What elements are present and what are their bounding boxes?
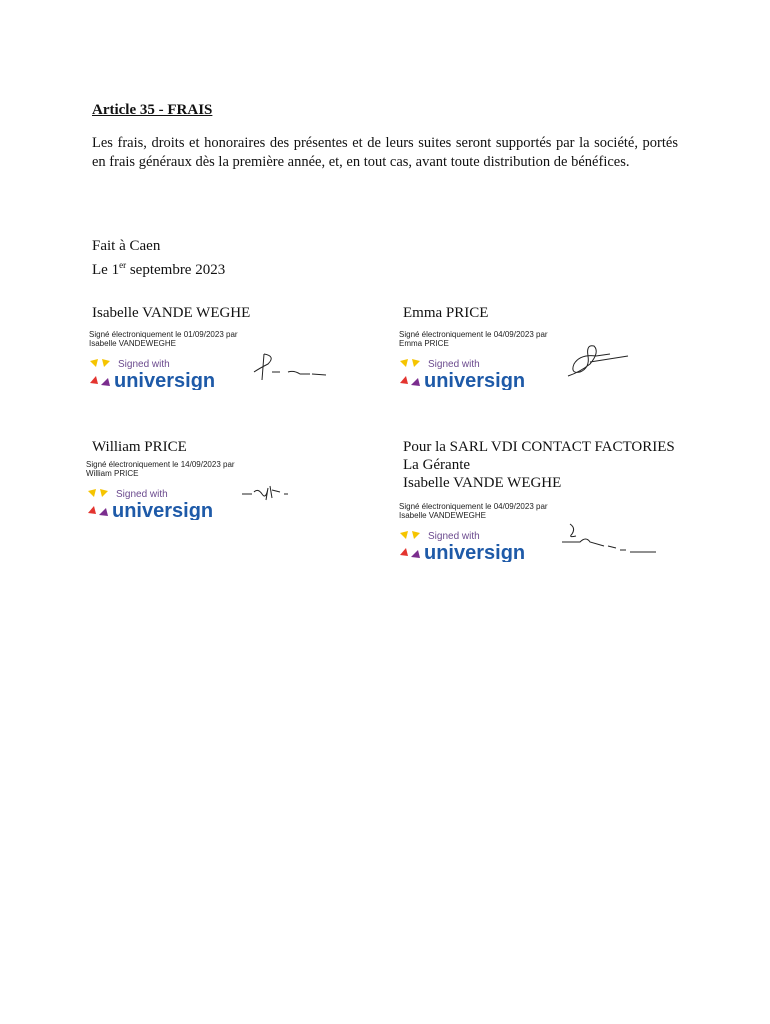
signatory-name-3: William PRICE [92, 439, 187, 455]
place-date [92, 237, 225, 280]
date-suffix: septembre 2023 [126, 262, 226, 278]
logo-brand: universign [424, 370, 526, 390]
handwritten-signature-1 [250, 350, 330, 391]
date-superscript: er [119, 260, 127, 270]
universign-logo-1 [88, 356, 228, 395]
place-line: Fait à Caen [92, 238, 161, 254]
logo-tagline: Signed with [428, 531, 480, 542]
company-role: La Gérante [403, 457, 471, 473]
esign-note-1 [89, 330, 238, 348]
logo-brand: universign [114, 370, 216, 390]
handwritten-signature-3 [238, 480, 318, 521]
esign-signer: Isabelle VANDEWEGHE [399, 511, 486, 520]
company-name: Pour la SARL VDI CONTACT FACTORIES [403, 439, 675, 455]
universign-logo-2 [398, 356, 538, 395]
signatory-name-1: Isabelle VANDE WEGHE [92, 305, 251, 321]
logo-tagline: Signed with [118, 359, 170, 370]
universign-logo-3 [86, 486, 226, 525]
company-rep-name: Isabelle VANDE WEGHE [403, 475, 562, 491]
esign-note-2 [399, 330, 548, 348]
esign-note-4 [399, 502, 548, 520]
signatory-name-2: Emma PRICE [403, 305, 489, 321]
date-prefix: Le 1 [92, 262, 120, 278]
esign-line: Signé électroniquement le 04/09/2023 par [399, 502, 548, 511]
logo-brand: universign [424, 542, 526, 562]
esign-signer: Emma PRICE [399, 339, 449, 348]
esign-line: Signé électroniquement le 04/09/2023 par [399, 330, 548, 339]
article-heading: Article 35 - FRAIS [92, 102, 213, 118]
logo-tagline: Signed with [116, 489, 168, 500]
esign-line: Signé électroniquement le 01/09/2023 par [89, 330, 238, 339]
handwritten-signature-2 [560, 342, 640, 383]
esign-signer: Isabelle VANDEWEGHE [89, 339, 176, 348]
esign-signer: William PRICE [86, 469, 139, 478]
company-signatory [403, 438, 675, 492]
date-line [92, 256, 225, 280]
article-body: Les frais, droits et honoraires des présentes et de leurs suites seront supportés par la société, portés en frais généraux dès la première année, et, en tout cas, avant toute distribution de bénéfices. [92, 135, 678, 170]
logo-tagline: Signed with [428, 359, 480, 370]
esign-line: Signé électroniquement le 14/09/2023 par [86, 460, 235, 469]
handwritten-signature-4 [560, 520, 660, 561]
logo-brand: universign [112, 500, 214, 520]
universign-logo-4 [398, 528, 538, 567]
esign-note-3 [86, 460, 235, 478]
